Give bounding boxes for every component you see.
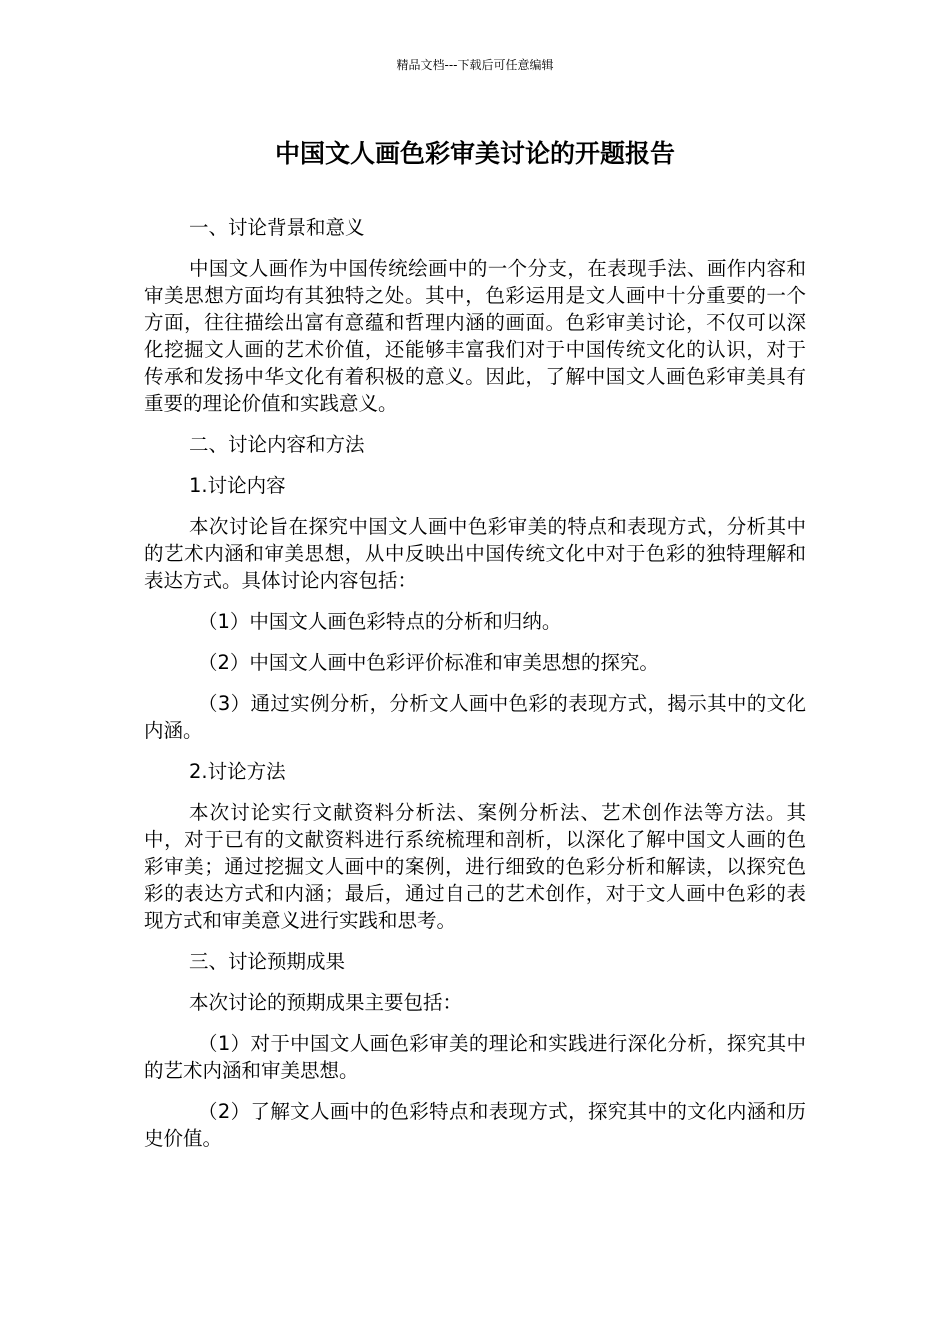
subsection-heading-method: 2.讨论方法 (189, 760, 286, 783)
section-heading-outcomes: 三、讨论预期成果 (189, 950, 346, 973)
header-note: 精品文档---下载后可任意编辑 (396, 58, 554, 72)
list-item-content-3: （3）通过实例分析，分析文人画中色彩的表现方式，揭示其中的文化内涵。 (144, 692, 806, 742)
section-heading-background: 一、讨论背景和意义 (189, 216, 365, 239)
document-title: 中国文人画色彩审美讨论的开题报告 (274, 139, 675, 168)
paragraph-background: 中国文人画作为中国传统绘画中的一个分支，在表现手法、画作内容和审美思想方面均有其独特之处。其中，色彩运用是文人画中十分重要的一个方面，往往描绘出富有意蕴和哲理内涵的画面。色彩审美讨论，不仅可以深化挖掘文人画的艺术价值，还能够丰富我们对于中国传统文化的认识，对于传承和发扬中华文化有着积极的意义。因此，了解中国文人画色彩审美具有重要的理论价值和实践意义。 (144, 257, 806, 415)
document-body (144, 214, 806, 1166)
section-heading-content-method: 二、讨论内容和方法 (189, 433, 365, 456)
subsection-heading-content: 1.讨论内容 (189, 474, 286, 497)
list-item-content-1: （1）中国文人画色彩特点的分析和归纳。 (198, 610, 562, 633)
list-item-outcome-2: （2）了解文人画中的色彩特点和表现方式，探究其中的文化内涵和历史价值。 (144, 1100, 806, 1150)
paragraph-method: 本次讨论实行文献资料分析法、案例分析法、艺术创作法等方法。其中，对于已有的文献资料进行系统梳理和剖析，以深化了解中国文人画的色彩审美；通过挖掘文人画中的案例，进行细致的色彩分析和解读，以探究色彩的表达方式和内涵；最后，通过自己的艺术创作，对于文人画中色彩的表现方式和审美意义进行实践和思考。 (144, 801, 806, 932)
list-item-outcome-1: （1）对于中国文人画色彩审美的理论和实践进行深化分析，探究其中的艺术内涵和审美思想。 (144, 1032, 806, 1082)
paragraph-outcomes-intro: 本次讨论的预期成果主要包括： (189, 991, 463, 1014)
list-item-content-2: （2）中国文人画中色彩评价标准和审美思想的探究。 (198, 651, 659, 674)
paragraph-content-intro: 本次讨论旨在探究中国文人画中色彩审美的特点和表现方式，分析其中的艺术内涵和审美思想，从中反映出中国传统文化中对于色彩的独特理解和表达方式。具体讨论内容包括： (144, 515, 806, 592)
